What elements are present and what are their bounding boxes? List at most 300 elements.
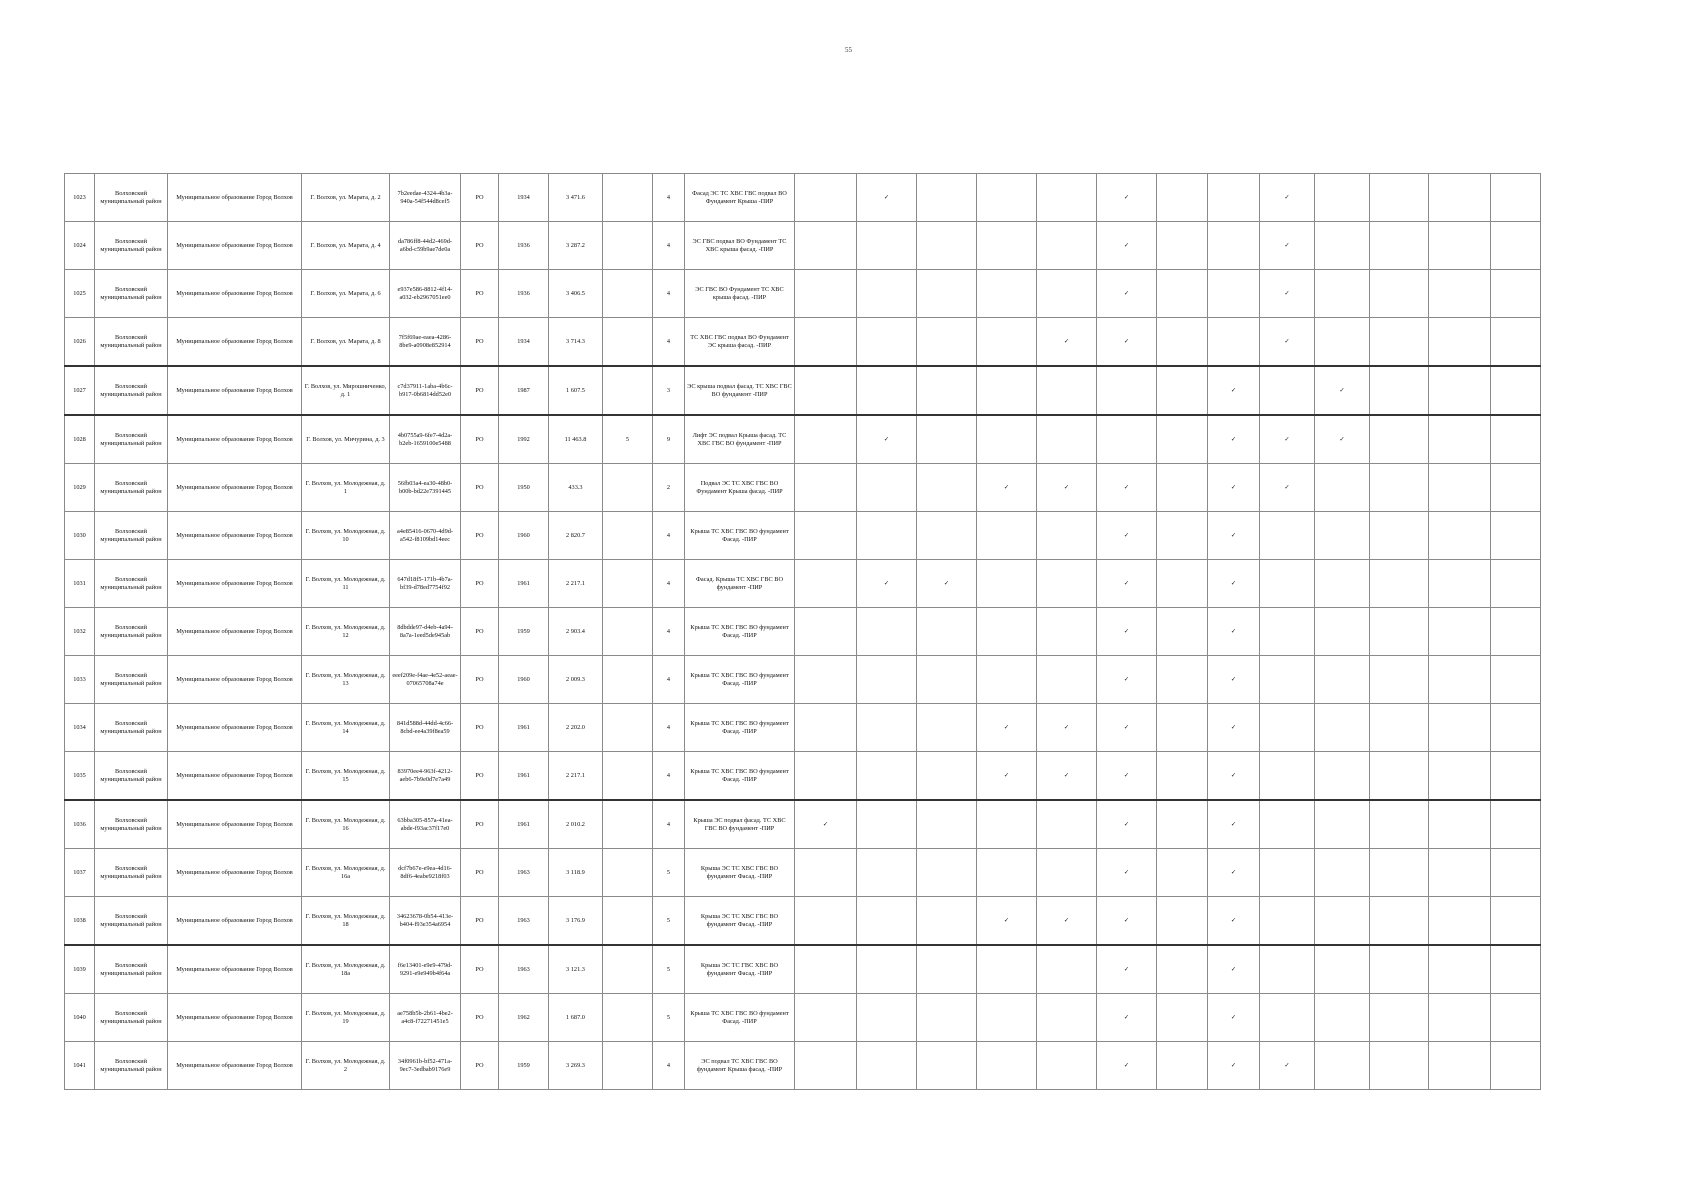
- row-number: 1038: [65, 897, 95, 946]
- municipality-cell: Муниципальное образование Город Волхов: [168, 174, 302, 222]
- check-cell: [917, 318, 977, 367]
- district-cell: Волховский муниципальный район: [95, 222, 168, 270]
- row-number: 1037: [65, 849, 95, 897]
- year-cell: 1963: [499, 897, 549, 946]
- guid-cell: 841d588d-44dd-4c66-8cbd-ee4a39f8ea59: [390, 704, 461, 752]
- check-cell: [1370, 222, 1429, 270]
- table-row: [65, 897, 1541, 946]
- check-cell: [1491, 222, 1541, 270]
- check-cell: [795, 415, 857, 464]
- floors-cell: 4: [653, 560, 685, 608]
- works-cell: Крыша ТС ХВС ГВС ВО фундамент Фасад. -ПИР: [685, 656, 795, 704]
- check-cell: [795, 464, 857, 512]
- check-cell: [1097, 849, 1157, 897]
- check-cell: [1097, 608, 1157, 656]
- check-cell: [917, 1042, 977, 1090]
- floors-cell: 4: [653, 752, 685, 801]
- floors-cell: 5: [653, 945, 685, 994]
- guid-cell: f6e13401-e9e9-479d-9291-e9e949b4f64a: [390, 945, 461, 994]
- check-cell: [977, 704, 1037, 752]
- guid-cell: 7f5f69ae-eaea-4286-8be9-a0908e852914: [390, 318, 461, 367]
- type-cell: РО: [461, 800, 499, 849]
- check-cell: [1208, 608, 1260, 656]
- municipality-cell: Муниципальное образование Город Волхов: [168, 849, 302, 897]
- check-cell: [1370, 415, 1429, 464]
- table-row: [65, 415, 1541, 464]
- table-row: [65, 656, 1541, 704]
- area-cell: 3 269.3: [549, 1042, 603, 1090]
- check-cell: [917, 270, 977, 318]
- type-cell: РО: [461, 464, 499, 512]
- check-mark-icon: ✓: [1123, 1013, 1130, 1021]
- check-cell: [795, 608, 857, 656]
- check-cell: [1429, 415, 1491, 464]
- check-cell: [1037, 222, 1097, 270]
- check-mark-icon: ✓: [1230, 531, 1237, 539]
- check-cell: [1491, 464, 1541, 512]
- check-mark-icon: ✓: [1230, 820, 1237, 828]
- check-cell: [857, 897, 917, 946]
- check-mark-icon: ✓: [1230, 675, 1237, 683]
- check-cell: [1037, 897, 1097, 946]
- check-mark-icon: ✓: [1063, 723, 1070, 731]
- check-mark-icon: ✓: [1123, 579, 1130, 587]
- floors-cell: 4: [653, 704, 685, 752]
- check-cell: [1260, 945, 1315, 994]
- check-cell: [977, 270, 1037, 318]
- check-cell: [1208, 464, 1260, 512]
- check-cell: [1315, 366, 1370, 415]
- check-mark-icon: ✓: [1123, 289, 1130, 297]
- check-cell: [1157, 270, 1208, 318]
- district-cell: Волховский муниципальный район: [95, 656, 168, 704]
- address-cell: Г. Волхов, ул. Мирошниченко, д. 1: [302, 366, 390, 415]
- check-cell: [1491, 704, 1541, 752]
- check-cell: [857, 366, 917, 415]
- count-cell: [603, 174, 653, 222]
- check-cell: [977, 415, 1037, 464]
- check-cell: [1260, 704, 1315, 752]
- check-cell: [795, 849, 857, 897]
- check-cell: [1315, 849, 1370, 897]
- floors-cell: 4: [653, 174, 685, 222]
- check-cell: [1491, 897, 1541, 946]
- count-cell: [603, 318, 653, 367]
- year-cell: 1936: [499, 222, 549, 270]
- type-cell: РО: [461, 318, 499, 367]
- check-cell: [1491, 752, 1541, 801]
- check-cell: [917, 366, 977, 415]
- check-cell: [1037, 800, 1097, 849]
- row-number: 1024: [65, 222, 95, 270]
- works-cell: Лифт ЭС подвал Крыша фасад. ТС ХВС ГВС ВО фундамент -ПИР: [685, 415, 795, 464]
- check-cell: [917, 512, 977, 560]
- check-mark-icon: ✓: [1063, 337, 1070, 345]
- check-cell: [1370, 366, 1429, 415]
- check-cell: [977, 994, 1037, 1042]
- check-mark-icon: ✓: [1003, 916, 1010, 924]
- check-cell: [1208, 752, 1260, 801]
- check-cell: [1097, 897, 1157, 946]
- check-cell: [795, 752, 857, 801]
- registry-body: [65, 174, 1541, 1090]
- year-cell: 1992: [499, 415, 549, 464]
- check-cell: [1260, 512, 1315, 560]
- works-cell: Крыша ЭС ТС ХВС ГВС ВО фундамент Фасад. -ПИР: [685, 897, 795, 946]
- check-cell: [977, 849, 1037, 897]
- district-cell: Волховский муниципальный район: [95, 704, 168, 752]
- check-cell: [1157, 704, 1208, 752]
- check-mark-icon: ✓: [1123, 1061, 1130, 1069]
- area-cell: 3 714.3: [549, 318, 603, 367]
- check-mark-icon: ✓: [1003, 771, 1010, 779]
- check-cell: [1315, 1042, 1370, 1090]
- check-cell: [1491, 366, 1541, 415]
- check-mark-icon: ✓: [1003, 723, 1010, 731]
- row-number: 1041: [65, 1042, 95, 1090]
- check-cell: [1370, 800, 1429, 849]
- year-cell: 1950: [499, 464, 549, 512]
- check-cell: [1157, 800, 1208, 849]
- check-cell: [1491, 800, 1541, 849]
- check-cell: [1097, 366, 1157, 415]
- check-cell: [1429, 222, 1491, 270]
- check-cell: [1370, 704, 1429, 752]
- check-cell: [977, 464, 1037, 512]
- municipality-cell: Муниципальное образование Город Волхов: [168, 656, 302, 704]
- table-row: [65, 366, 1541, 415]
- count-cell: [603, 366, 653, 415]
- area-cell: 2 217.1: [549, 560, 603, 608]
- check-cell: [1260, 560, 1315, 608]
- check-cell: [1097, 174, 1157, 222]
- check-cell: [795, 704, 857, 752]
- floors-cell: 4: [653, 608, 685, 656]
- works-cell: Крыша ЭС ТС ХВС ГВС ВО фундамент Фасад. -ПИР: [685, 849, 795, 897]
- address-cell: Г. Волхов, ул. Мичурина, д. 3: [302, 415, 390, 464]
- guid-cell: ae758b5b-2b61-4be2-a4c8-f72271451e5: [390, 994, 461, 1042]
- district-cell: Волховский муниципальный район: [95, 366, 168, 415]
- district-cell: Волховский муниципальный район: [95, 752, 168, 801]
- district-cell: Волховский муниципальный район: [95, 318, 168, 367]
- year-cell: 1961: [499, 800, 549, 849]
- check-cell: [977, 560, 1037, 608]
- check-cell: [1429, 800, 1491, 849]
- check-cell: [795, 222, 857, 270]
- check-cell: [1315, 464, 1370, 512]
- check-cell: [1037, 366, 1097, 415]
- address-cell: Г. Волхов, ул. Молодежная, д. 15: [302, 752, 390, 801]
- year-cell: 1961: [499, 752, 549, 801]
- check-cell: [917, 994, 977, 1042]
- check-mark-icon: ✓: [1123, 820, 1130, 828]
- check-mark-icon: ✓: [1230, 771, 1237, 779]
- count-cell: [603, 994, 653, 1042]
- check-mark-icon: ✓: [1339, 435, 1345, 443]
- check-cell: [1208, 800, 1260, 849]
- check-cell: [1037, 318, 1097, 367]
- check-mark-icon: ✓: [1284, 193, 1290, 201]
- check-cell: [1037, 464, 1097, 512]
- check-cell: [1037, 1042, 1097, 1090]
- check-cell: [917, 897, 977, 946]
- check-cell: [1157, 608, 1208, 656]
- check-cell: [1370, 994, 1429, 1042]
- check-cell: [1429, 560, 1491, 608]
- works-cell: Крыша ТС ХВС ГВС ВО фундамент Фасад. -ПИР: [685, 994, 795, 1042]
- year-cell: 1959: [499, 608, 549, 656]
- check-cell: [1429, 656, 1491, 704]
- check-cell: [1315, 945, 1370, 994]
- check-cell: [1097, 270, 1157, 318]
- count-cell: [603, 656, 653, 704]
- check-mark-icon: ✓: [1284, 1061, 1290, 1069]
- table-row: [65, 464, 1541, 512]
- row-number: 1036: [65, 800, 95, 849]
- check-cell: [1157, 318, 1208, 367]
- check-cell: [795, 318, 857, 367]
- check-cell: [917, 222, 977, 270]
- works-cell: Крыша ТС ХВС ГВС ВО фундамент Фасад. -ПИР: [685, 752, 795, 801]
- type-cell: РО: [461, 512, 499, 560]
- check-cell: [1260, 849, 1315, 897]
- check-mark-icon: ✓: [1123, 627, 1130, 635]
- check-cell: [857, 174, 917, 222]
- check-cell: [1097, 752, 1157, 801]
- year-cell: 1960: [499, 512, 549, 560]
- check-mark-icon: ✓: [1230, 1013, 1237, 1021]
- check-cell: [857, 656, 917, 704]
- table-row: [65, 270, 1541, 318]
- check-cell: [1157, 994, 1208, 1042]
- check-cell: [1315, 512, 1370, 560]
- address-cell: Г. Волхов, ул. Молодежная, д. 16а: [302, 849, 390, 897]
- check-cell: [1037, 174, 1097, 222]
- check-cell: [1157, 512, 1208, 560]
- check-cell: [1370, 897, 1429, 946]
- check-cell: [1097, 656, 1157, 704]
- check-cell: [795, 800, 857, 849]
- municipality-cell: Муниципальное образование Город Волхов: [168, 897, 302, 946]
- check-mark-icon: ✓: [1123, 771, 1130, 779]
- check-cell: [1370, 656, 1429, 704]
- check-cell: [917, 800, 977, 849]
- check-mark-icon: ✓: [1123, 483, 1130, 491]
- check-mark-icon: ✓: [1123, 723, 1130, 731]
- works-cell: Крыша ТС ХВС ГВС ВО фундамент Фасад. -ПИР: [685, 704, 795, 752]
- check-cell: [1037, 704, 1097, 752]
- guid-cell: 4b0755a9-6fe7-4d2a-b2eb-1659100e5488: [390, 415, 461, 464]
- check-mark-icon: ✓: [1230, 386, 1237, 394]
- type-cell: РО: [461, 849, 499, 897]
- address-cell: Г. Волхов, ул. Молодежная, д. 1: [302, 464, 390, 512]
- check-cell: [857, 222, 917, 270]
- year-cell: 1963: [499, 849, 549, 897]
- type-cell: РО: [461, 656, 499, 704]
- table-row: [65, 849, 1541, 897]
- works-cell: Крыша ЭС ТС ГВС ХВС ВО фундамент Фасад. -ПИР: [685, 945, 795, 994]
- check-cell: [917, 560, 977, 608]
- municipality-cell: Муниципальное образование Город Волхов: [168, 318, 302, 367]
- check-cell: [917, 464, 977, 512]
- check-cell: [1315, 704, 1370, 752]
- check-cell: [1208, 849, 1260, 897]
- check-cell: [1370, 608, 1429, 656]
- count-cell: [603, 222, 653, 270]
- table-row: [65, 1042, 1541, 1090]
- check-cell: [977, 366, 1037, 415]
- count-cell: [603, 849, 653, 897]
- check-cell: [1429, 512, 1491, 560]
- check-cell: [1097, 415, 1157, 464]
- check-cell: [1491, 994, 1541, 1042]
- table-row: [65, 945, 1541, 994]
- check-cell: [857, 704, 917, 752]
- district-cell: Волховский муниципальный район: [95, 1042, 168, 1090]
- area-cell: 1 687.0: [549, 994, 603, 1042]
- count-cell: [603, 800, 653, 849]
- check-cell: [1260, 608, 1315, 656]
- district-cell: Волховский муниципальный район: [95, 945, 168, 994]
- guid-cell: 83970ee4-963f-4212-aeb6-7b9e0d7e7a49: [390, 752, 461, 801]
- check-cell: [1315, 318, 1370, 367]
- check-mark-icon: ✓: [883, 579, 890, 587]
- address-cell: Г. Волхов, ул. Молодежная, д. 11: [302, 560, 390, 608]
- check-cell: [857, 800, 917, 849]
- check-cell: [1260, 222, 1315, 270]
- area-cell: 3 287.2: [549, 222, 603, 270]
- guid-cell: 34f0961b-bf52-471a-9ec7-3edbab9176e9: [390, 1042, 461, 1090]
- check-cell: [1097, 464, 1157, 512]
- check-cell: [1429, 994, 1491, 1042]
- check-cell: [795, 945, 857, 994]
- works-cell: ЭС подвал ТС ХВС ГВС ВО фундамент Крыша фасад. -ПИР: [685, 1042, 795, 1090]
- check-cell: [1157, 1042, 1208, 1090]
- district-cell: Волховский муниципальный район: [95, 800, 168, 849]
- check-cell: [857, 560, 917, 608]
- check-mark-icon: ✓: [1063, 771, 1070, 779]
- year-cell: 1936: [499, 270, 549, 318]
- type-cell: РО: [461, 366, 499, 415]
- check-cell: [1037, 945, 1097, 994]
- check-cell: [1157, 222, 1208, 270]
- guid-cell: 7b2eedae-4324-4b3a-940a-54f544d8cef5: [390, 174, 461, 222]
- type-cell: РО: [461, 994, 499, 1042]
- area-cell: 2 903.4: [549, 608, 603, 656]
- check-cell: [1429, 366, 1491, 415]
- district-cell: Волховский муниципальный район: [95, 464, 168, 512]
- check-mark-icon: ✓: [943, 579, 950, 587]
- table-row: [65, 174, 1541, 222]
- check-cell: [1491, 608, 1541, 656]
- row-number: 1040: [65, 994, 95, 1042]
- check-cell: [1491, 318, 1541, 367]
- year-cell: 1961: [499, 560, 549, 608]
- floors-cell: 2: [653, 464, 685, 512]
- check-mark-icon: ✓: [1230, 483, 1237, 491]
- municipality-cell: Муниципальное образование Город Волхов: [168, 464, 302, 512]
- area-cell: 3 406.5: [549, 270, 603, 318]
- check-cell: [1208, 174, 1260, 222]
- address-cell: Г. Волхов, ул. Марата, д. 2: [302, 174, 390, 222]
- check-cell: [1037, 752, 1097, 801]
- guid-cell: c7d37911-1aba-4b6c-b917-0b6814dd52e0: [390, 366, 461, 415]
- type-cell: РО: [461, 608, 499, 656]
- check-cell: [1315, 270, 1370, 318]
- check-cell: [1491, 174, 1541, 222]
- table-row: [65, 560, 1541, 608]
- check-cell: [977, 752, 1037, 801]
- guid-cell: e937e586-8812-4f14-a032-eb2967051ee0: [390, 270, 461, 318]
- check-cell: [857, 1042, 917, 1090]
- table-row: [65, 994, 1541, 1042]
- guid-cell: eeef209e-f4ae-4e52-aeae-07065708a74e: [390, 656, 461, 704]
- check-cell: [857, 512, 917, 560]
- works-cell: ТС ХВС ГВС подвал ВО Фундамент ЭС крыша фасад. -ПИР: [685, 318, 795, 367]
- floors-cell: 4: [653, 1042, 685, 1090]
- check-mark-icon: ✓: [822, 820, 829, 828]
- check-mark-icon: ✓: [1123, 868, 1130, 876]
- check-cell: [917, 656, 977, 704]
- check-cell: [1260, 464, 1315, 512]
- table-row: [65, 704, 1541, 752]
- check-cell: [1208, 560, 1260, 608]
- check-cell: [1491, 512, 1541, 560]
- check-cell: [795, 366, 857, 415]
- district-cell: Волховский муниципальный район: [95, 608, 168, 656]
- check-cell: [1208, 994, 1260, 1042]
- check-cell: [1491, 656, 1541, 704]
- check-cell: [1491, 945, 1541, 994]
- district-cell: Волховский муниципальный район: [95, 270, 168, 318]
- check-cell: [1429, 897, 1491, 946]
- works-cell: Крыша ТС ХВС ГВС ВО фундамент Фасад. -ПИР: [685, 608, 795, 656]
- floors-cell: 4: [653, 222, 685, 270]
- check-cell: [1037, 560, 1097, 608]
- check-cell: [917, 174, 977, 222]
- check-cell: [1037, 512, 1097, 560]
- type-cell: РО: [461, 222, 499, 270]
- check-mark-icon: ✓: [1063, 916, 1070, 924]
- check-cell: [1315, 752, 1370, 801]
- municipality-cell: Муниципальное образование Город Волхов: [168, 512, 302, 560]
- count-cell: [603, 1042, 653, 1090]
- check-cell: [1429, 1042, 1491, 1090]
- check-cell: [795, 656, 857, 704]
- count-cell: [603, 560, 653, 608]
- check-cell: [1097, 1042, 1157, 1090]
- check-cell: [1157, 897, 1208, 946]
- check-cell: [1491, 415, 1541, 464]
- check-cell: [857, 752, 917, 801]
- check-mark-icon: ✓: [1123, 193, 1130, 201]
- check-cell: [1037, 656, 1097, 704]
- area-cell: 11 463.8: [549, 415, 603, 464]
- guid-cell: da786ff8-44d2-469d-a6bd-c59b9ae7de0a: [390, 222, 461, 270]
- row-number: 1026: [65, 318, 95, 367]
- check-cell: [857, 608, 917, 656]
- count-cell: [603, 464, 653, 512]
- check-cell: [795, 560, 857, 608]
- address-cell: Г. Волхов, ул. Молодежная, д. 16: [302, 800, 390, 849]
- guid-cell: 647d18f5-171b-4b7a-bf39-d78ed7754f92: [390, 560, 461, 608]
- district-cell: Волховский муниципальный район: [95, 174, 168, 222]
- row-number: 1023: [65, 174, 95, 222]
- district-cell: Волховский муниципальный район: [95, 560, 168, 608]
- check-mark-icon: ✓: [1339, 386, 1345, 394]
- check-cell: [1491, 849, 1541, 897]
- area-cell: 3 176.9: [549, 897, 603, 946]
